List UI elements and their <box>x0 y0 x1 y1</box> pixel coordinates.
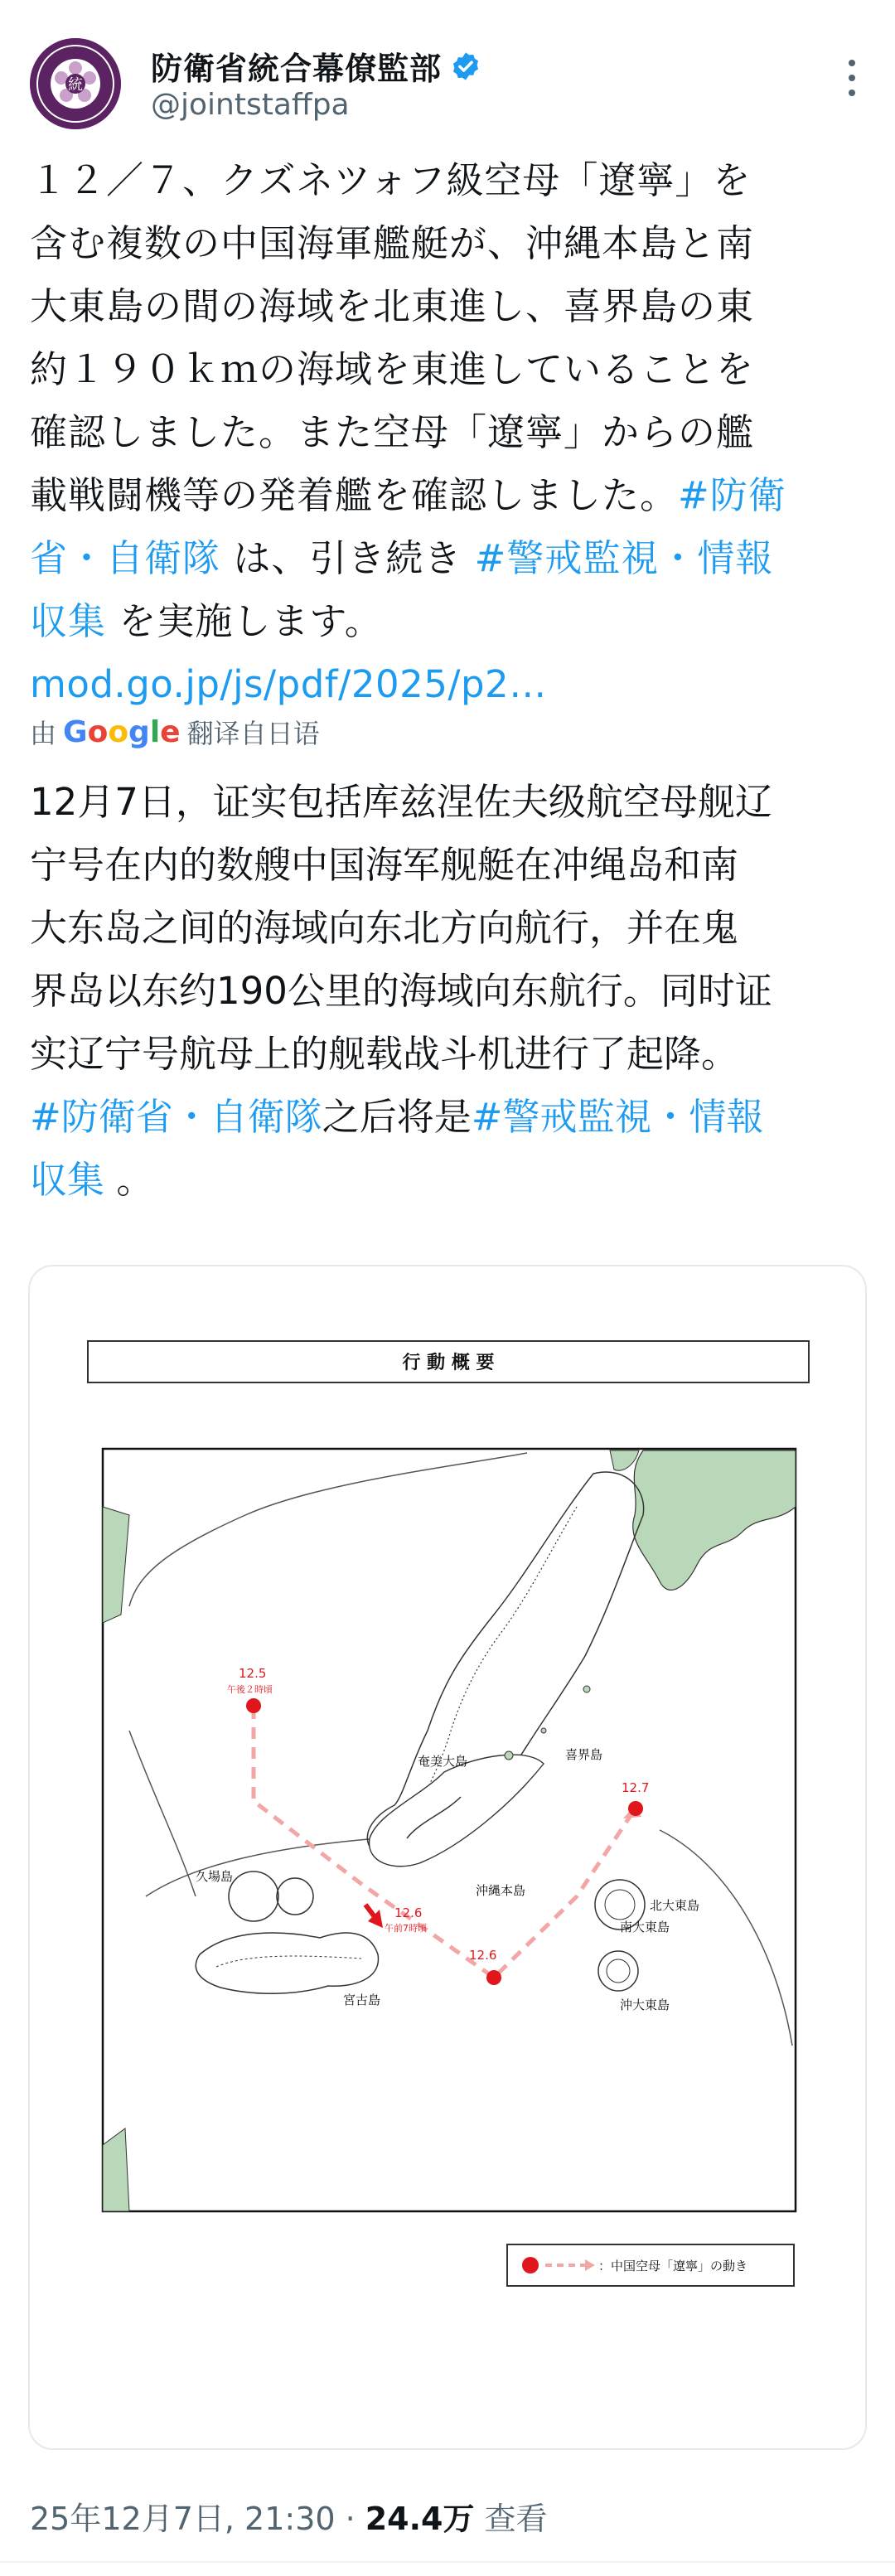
translated-line: 大东岛之间的海域向东北方向航行，并在鬼 <box>30 906 739 950</box>
svg-text:統: 統 <box>68 76 83 94</box>
tweet-header <box>30 38 867 129</box>
point-date: 12.6 <box>394 1905 423 1920</box>
point-date: 12.5 <box>239 1666 267 1681</box>
avatar[interactable] <box>30 38 121 129</box>
tweet-line: 確認しました。また空母「遼寧」からの艦 <box>30 410 755 454</box>
hashtag-link[interactable]: #防衛 <box>678 473 786 517</box>
handle[interactable]: @jointstaffpa <box>151 88 350 122</box>
label-kikai: 喜界島 <box>565 1747 603 1762</box>
hashtag-link[interactable]: 省・自衛隊 <box>30 536 221 580</box>
point-note: 午後２時頃 <box>227 1684 273 1695</box>
route-point <box>628 1801 643 1816</box>
translated-line: 宁号在内的数艘中国海军舰艇在冲绳岛和南 <box>30 843 739 887</box>
translated-text <box>30 771 867 1212</box>
jsdf-emblem-icon <box>30 38 121 129</box>
label-amami: 奄美大島 <box>418 1754 468 1769</box>
translated-line: #防衛省・自衛隊之后将是#警戒監視・情報 <box>30 1095 764 1139</box>
media-card[interactable] <box>28 1265 867 2450</box>
tweet-line: 約１９０ｋｍの海域を東進していることを <box>30 347 755 391</box>
point-date: 12.6 <box>469 1948 497 1963</box>
hashtag-link[interactable]: #防衛省・自衛隊 <box>30 1095 322 1139</box>
route-point <box>246 1698 261 1713</box>
map-title: 行 動 概 要 <box>402 1353 495 1373</box>
google-logo: Google <box>63 714 181 749</box>
legend-text: ：中国空母「遼寧」の動き <box>598 2259 748 2273</box>
translated-line: 12月7日，证实包括库兹涅佐夫级航空母舰辽 <box>30 780 772 824</box>
translation-attribution[interactable]: 由 Google 翻译自日语 <box>30 714 320 749</box>
tweet-line: 載戦闘機等の発着艦を確認しました。#防衛 <box>30 473 786 517</box>
label-kume: 久場島 <box>196 1869 234 1884</box>
tweet-text <box>30 149 867 716</box>
verified-badge-icon <box>450 51 481 82</box>
hashtag-link[interactable]: #警戒監視・情報 <box>471 1095 764 1139</box>
point-note: 午前7時頃 <box>385 1923 427 1934</box>
translated-line: 实辽宁号航母上的舰载战斗机进行了起降。 <box>30 1032 739 1076</box>
divider <box>0 2561 895 2563</box>
tweet-meta <box>30 2493 548 2539</box>
activity-map <box>30 1266 865 2448</box>
name-row <box>151 43 481 89</box>
point-date: 12.7 <box>622 1780 650 1795</box>
tweet-line: １２／７、クズネツォフ級空母「遼寧」を <box>30 158 752 202</box>
label-miyako: 宮古島 <box>343 1993 381 2007</box>
translated-line: 収集 。 <box>30 1158 154 1202</box>
route-point <box>486 1970 501 1985</box>
tweet-line: 省・自衛隊 は、引き続き #警戒監視・情報 <box>30 536 774 580</box>
label-okinawa: 沖縄本島 <box>476 1883 526 1898</box>
label-kitadaito: 北大東島 <box>650 1898 700 1913</box>
tweet-line: 大東島の間の海域を北東進し、喜界島の東 <box>30 284 755 328</box>
tweet-line: 収集 を実施します。 <box>30 599 383 643</box>
tweet-line: 含む複数の中国海軍艦艇が、沖縄本島と南 <box>30 221 755 265</box>
view-count: 24.4万 <box>365 2501 475 2537</box>
translated-line: 界岛以东约190公里的海域向东航行。同时证 <box>30 969 772 1013</box>
view-label: 查看 <box>484 2501 548 2537</box>
hashtag-link[interactable]: 収集 <box>30 599 107 643</box>
label-okidaito: 沖大東島 <box>620 1997 670 2012</box>
timestamp[interactable]: 25年12月7日, 21:30 · <box>30 2501 356 2537</box>
tweet-line <box>30 653 867 716</box>
hashtag-link[interactable]: 収集 <box>30 1158 105 1202</box>
external-link[interactable]: mod.go.jp/js/pdf/2025/p2… <box>30 662 547 706</box>
label-minamidaito: 南大東島 <box>620 1920 670 1934</box>
hashtag-link[interactable]: #警戒監視・情報 <box>474 536 774 580</box>
display-name[interactable]: 防衛省統合幕僚監部 <box>151 51 443 87</box>
more-options-icon[interactable] <box>844 60 860 106</box>
